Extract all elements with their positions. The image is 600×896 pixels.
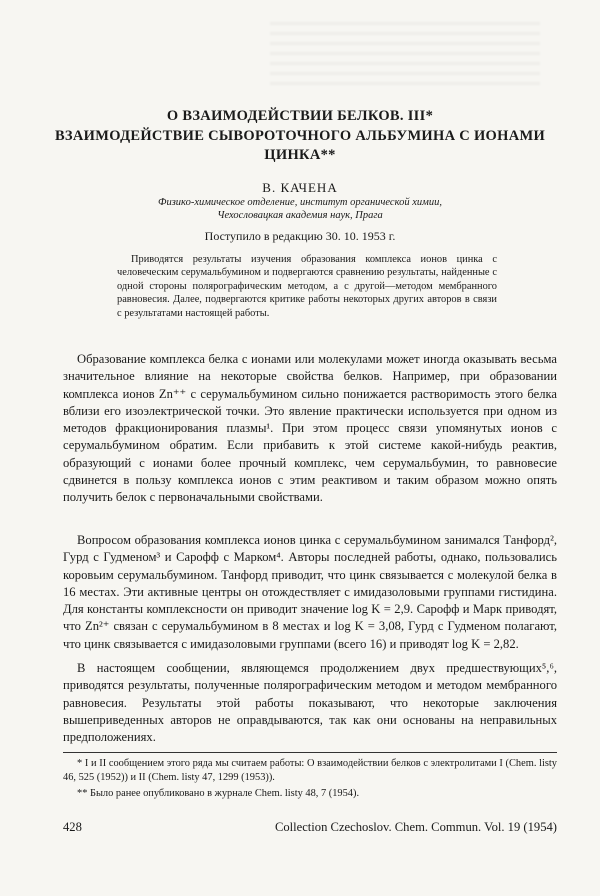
author-name: В. КАЧЕНА: [262, 180, 338, 195]
received-date: Поступило в редакцию 30. 10. 1953 г.: [204, 229, 396, 243]
show-through-shadow: [270, 22, 540, 92]
body-paragraph-1: Образование комплекса белка с ионами или молекулами может иногда оказывать весьма значительное влияние на некоторые свойства белков. Например, при образовании комплекса ионов Zn⁺⁺ с серумальбумином сильно понижается растворимость этого белка вблизи его изоэлектрической точки. Это явление практически используется при одном из методов фракционирования плазмы¹. При этом процесс связи упомянутых ионов с серумальбумином обратим. Если прибавить к этой системе какой-нибудь реактив, образующий с ионами более прочный комплекс, чем серумальбумин, то равновесие сдвинется в пользу комплекса ионов с этим реактивом и таким образом можно опять получить белок с первоначальными свойствами.: [63, 352, 557, 505]
footnote-2: ** Было ранее опубликовано в журнале Chem. listy 48, 7 (1954).: [77, 788, 360, 799]
affiliation-line-2: Чехословацкая академия наук, Прага: [217, 210, 383, 221]
title-line-1: О ВЗАИМОДЕЙСТВИИ БЕЛКОВ. III*: [166, 108, 434, 124]
footnote-divider: [63, 752, 557, 753]
footnote-1: * I и II сообщением этого ряда мы считаем работы: О взаимодействии белков с электролитами I (Chem. listy 46, 525 (1952)) и II (Chem. listy 47, 1299 (1953)).: [63, 758, 557, 783]
abstract: Приводятся результаты изучения образования комплекса ионов цинка с человеческим серумальбумином и подвергаются сравнению результаты, найденные с одной стороны полярографическим методом, а с другой—методом мембранного равновесия. Далее, подвергаются критике работы некоторых других авторов в связи с результатами настоящей работы.: [117, 254, 497, 319]
title-line-3: ЦИНКА**: [264, 147, 336, 163]
affiliation-line-1: Физико-химическое отделение, институт органической химии,: [158, 197, 442, 208]
body-paragraph-2: Вопросом образования комплекса ионов цинка с серумальбумином занимался Танфорд², Гурд с Гудменом³ и Сарофф с Марком⁴. Авторы последней работы, однако, пользовались коровьим серумальбумином. Танфорд приводит, что цинк связывается с молекулой белка в 16 местах. Эти активные центры он отождествляет с имидазоловыми группами гистидина. Для константы комплексности он приводит значение log K = 2,9. Сарофф и Марк приводят, что Zn²⁺ связан с серумальбумином в 8 местах и log K = 3,08, Гурд с Гудменом полагают, что цинк связывается с имидазоловыми группами (всего 16) и приводят log K = 2,82.: [63, 533, 557, 651]
title-line-2: ВЗАИМОДЕЙСТВИЕ СЫВОРОТОЧНОГО АЛЬБУМИНА С ИОНАМИ: [54, 128, 546, 144]
body-paragraph-3: В настоящем сообщении, являющемся продолжением двух предшествующих⁵,⁶, приводятся результаты, полученные полярографическим методом и методом мембранного равновесия. Результаты этой работы показывают, что некоторые заключения вышеприведенных авторов не оправдываются, так как они основаны на неправильных предположениях.: [63, 661, 557, 745]
journal-citation: Collection Czechoslov. Chem. Commun. Vol. 19 (1954): [274, 820, 557, 834]
page-number: 428: [63, 820, 82, 834]
